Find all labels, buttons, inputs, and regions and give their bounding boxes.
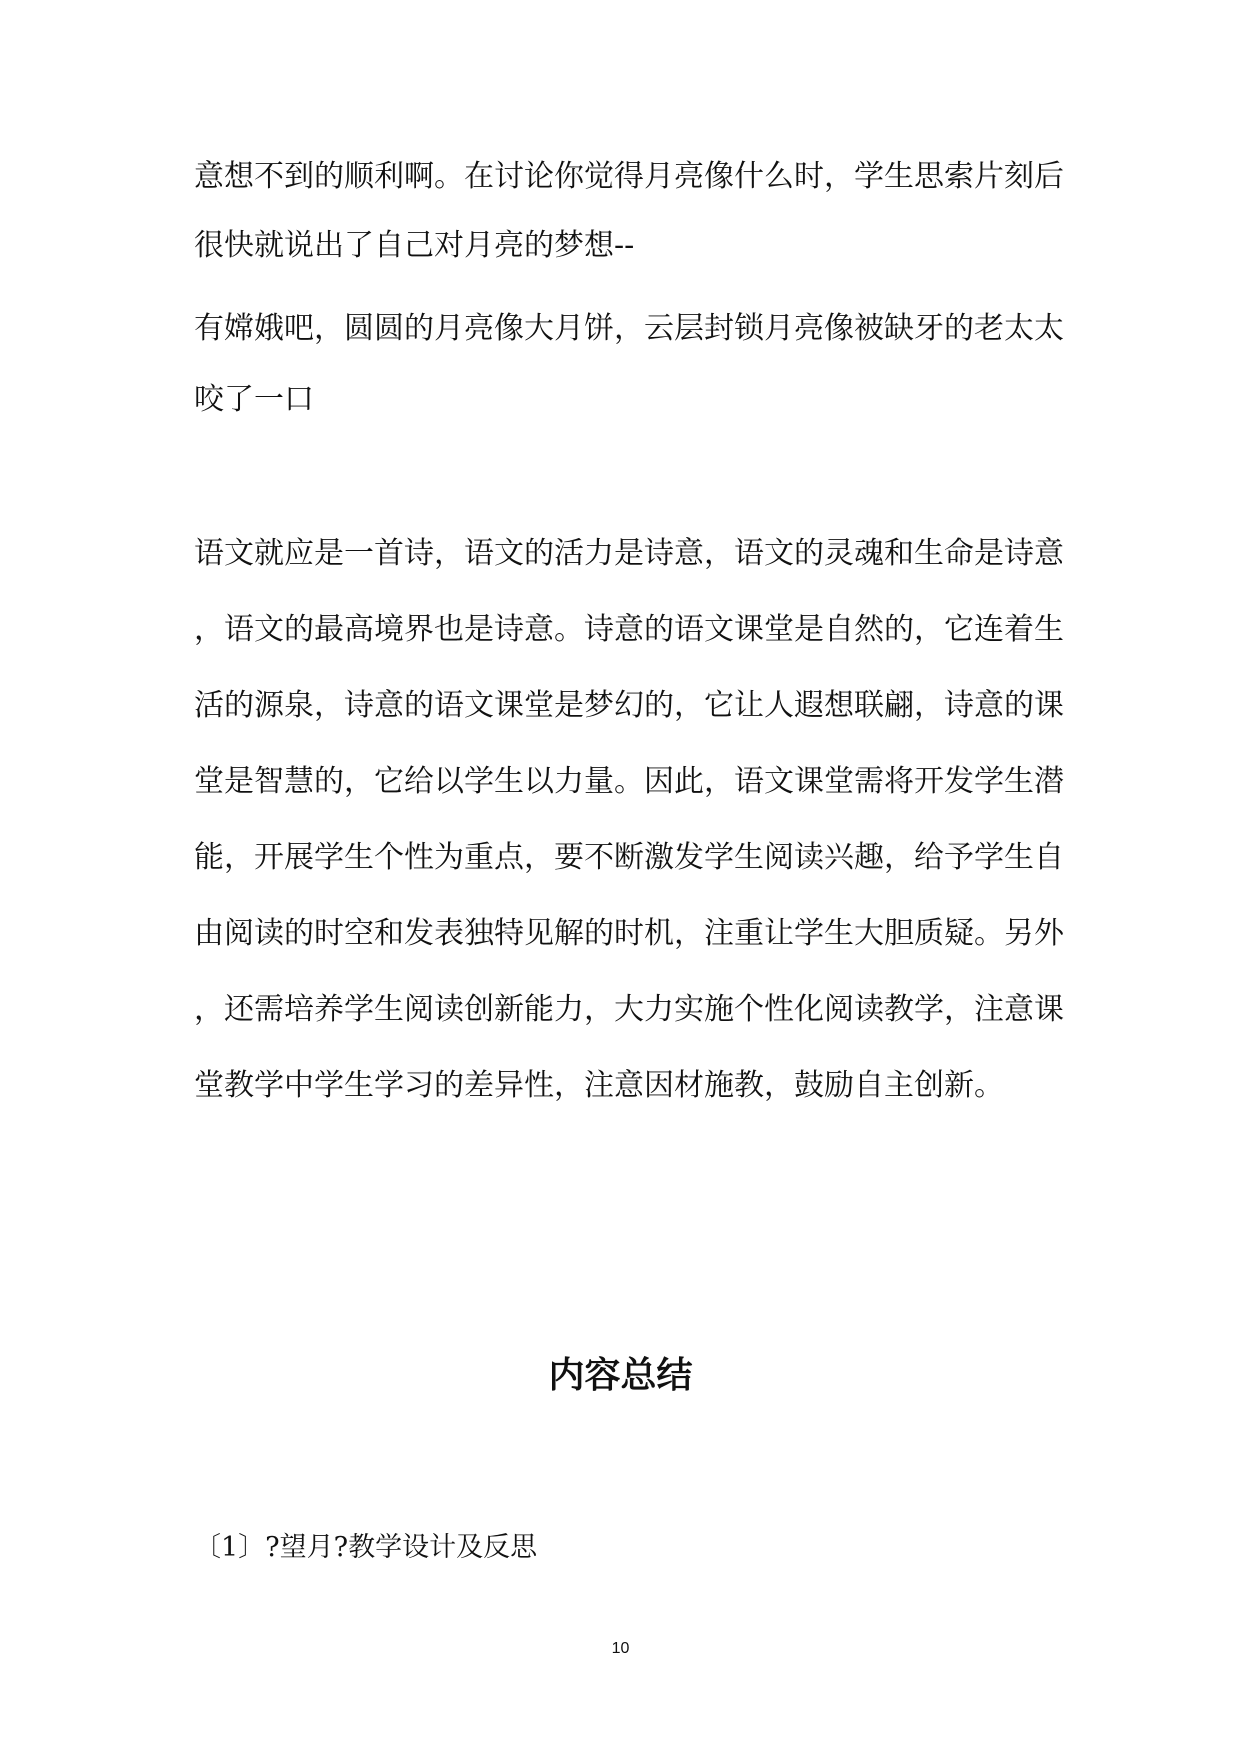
paragraph-2-line-5: 能，开展学生个性为重点，要不断激发学生阅读兴趣，给予学生自 <box>194 840 1064 875</box>
paragraph-2-line-7: ，还需培养学生阅读创新能力，大力实施个性化阅读教学，注意课 <box>194 992 1064 1027</box>
paragraph-1-line-2: 很快就说出了自己对月亮的梦想-- <box>194 228 635 263</box>
summary-item: 〔1〕?望月?教学设计及反思 <box>194 1532 538 1563</box>
paragraph-1-line-4: 咬了一口 <box>194 382 314 417</box>
page-number: 10 <box>611 1640 630 1657</box>
paragraph-2-line-4: 堂是智慧的，它给以学生以力量。因此，语文课堂需将开发学生潜 <box>194 764 1064 799</box>
paragraph-2-line-3: 活的源泉，诗意的语文课堂是梦幻的，它让人遐想联翩，诗意的课 <box>194 688 1064 723</box>
paragraph-1-line-3: 有嫦娥吧，圆圆的月亮像大月饼，云层封锁月亮像被缺牙的老太太 <box>194 311 1064 346</box>
paragraph-2-line-2: ，语文的最高境界也是诗意。诗意的语文课堂是自然的，它连着生 <box>194 612 1064 647</box>
paragraph-2-line-8: 堂教学中学生学习的差异性，注意因材施教，鼓励自主创新。 <box>194 1068 1004 1103</box>
summary-heading: 内容总结 <box>548 1355 693 1396</box>
paragraph-2-line-6: 由阅读的时空和发表独特见解的时机，注重让学生大胆质疑。另外 <box>194 916 1064 951</box>
paragraph-1-line-1: 意想不到的顺利啊。在讨论你觉得月亮像什么时，学生思索片刻后 <box>194 159 1064 194</box>
paragraph-2-line-1: 语文就应是一首诗，语文的活力是诗意，语文的灵魂和生命是诗意 <box>194 536 1064 571</box>
